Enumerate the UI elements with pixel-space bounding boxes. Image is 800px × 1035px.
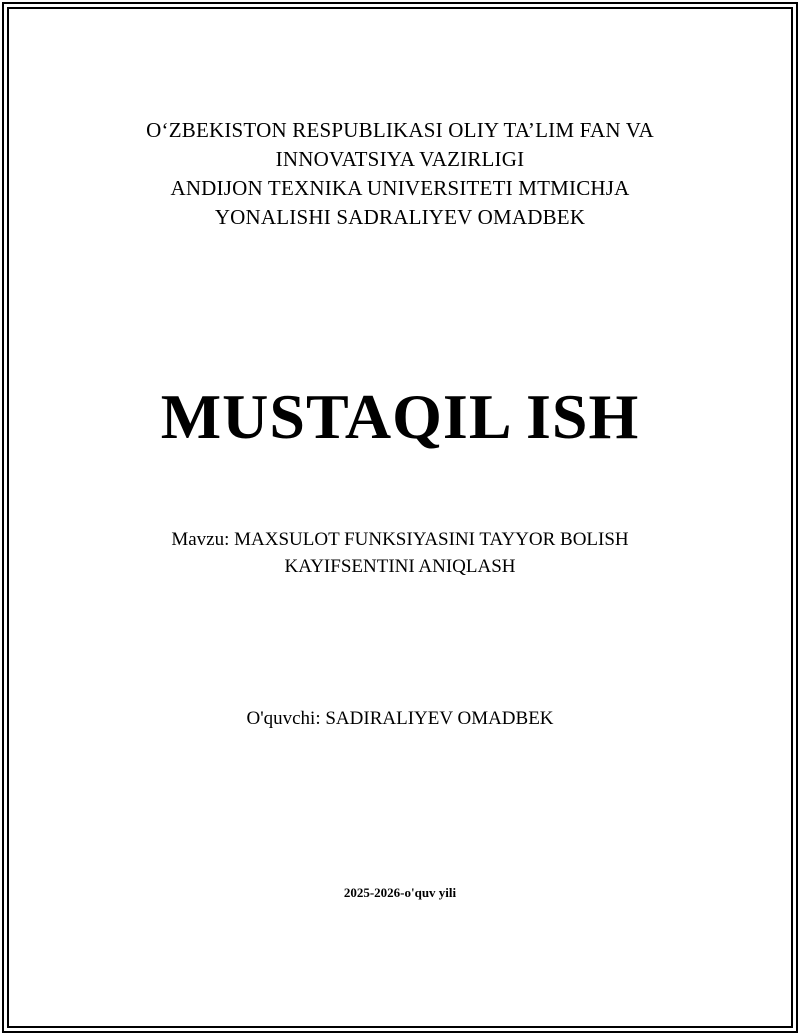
topic-line: KAYIFSENTINI ANIQLASH [284, 556, 516, 577]
header-line: ANDIJON TEXNIKA UNIVERSITETI MTMICHJA [170, 176, 630, 200]
header-line: INNOVATSIYA VAZIRLIGI [275, 147, 525, 171]
topic-line: Mavzu: MAXSULOT FUNKSIYASINI TAYYOR BOLISH [171, 529, 629, 550]
academic-year-footer: 2025-2026-o'quv yili [343, 885, 457, 900]
topic-section [40, 526, 760, 580]
header-line: YONALISHI SADRALIYEV OMADBEK [214, 205, 586, 229]
student-line: O'quvchi: SADIRALIYEV OMADBEK [246, 708, 554, 729]
header-line: OʻZBEKISTON RESPUBLIKASI OLIY TA’LIM FAN VA [146, 118, 654, 142]
document-title: MUSTAQIL ISH [160, 381, 640, 452]
ministry-header [40, 116, 760, 232]
